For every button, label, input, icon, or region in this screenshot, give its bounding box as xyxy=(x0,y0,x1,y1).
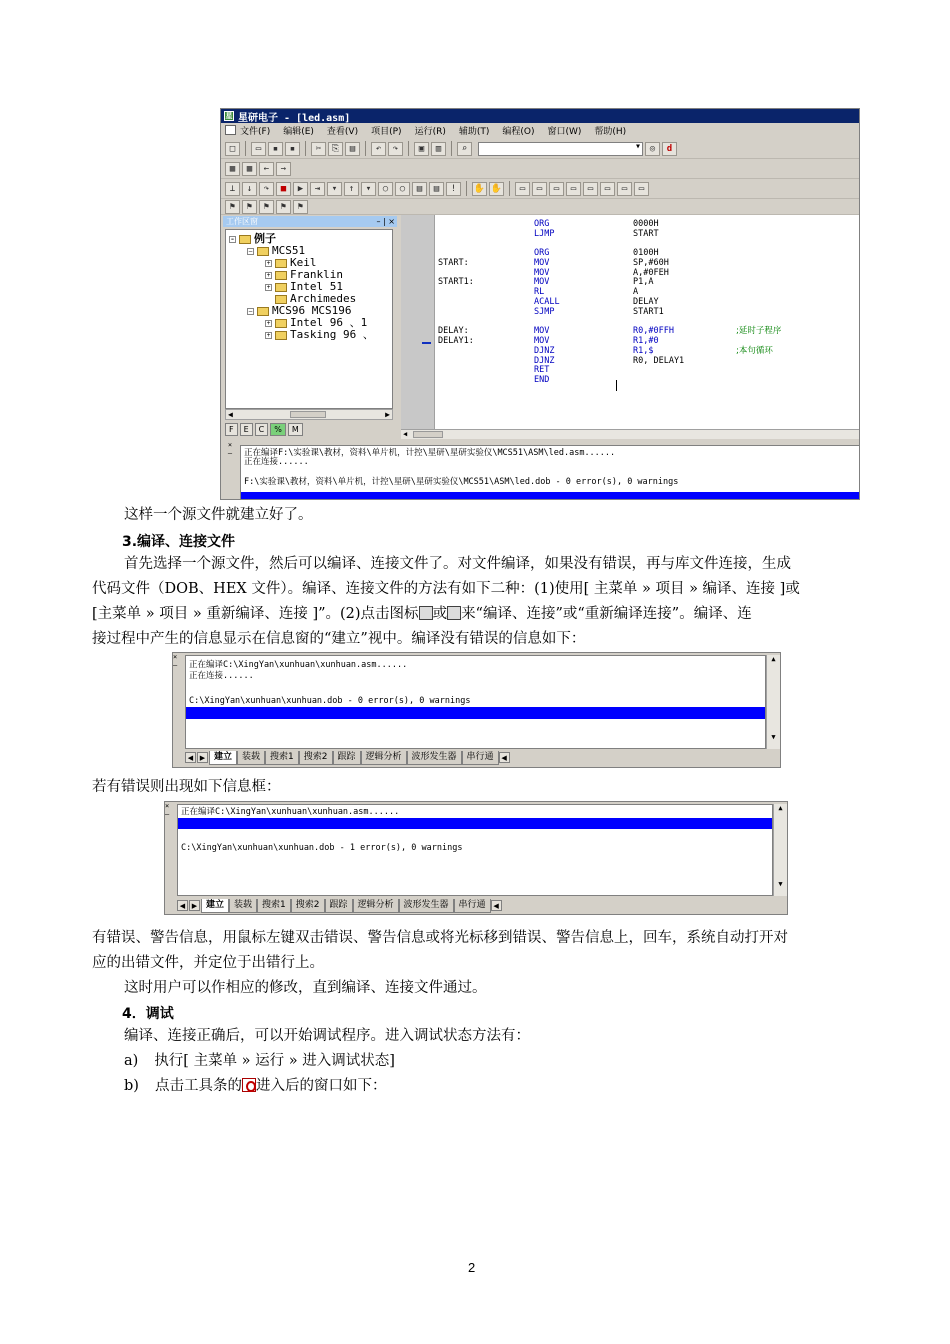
paragraph-error-handling-line2: 应的出错文件，并定位于出错行上。 xyxy=(92,955,324,971)
folder-icon xyxy=(275,331,287,340)
reset-icon[interactable]: ⊥ xyxy=(225,182,240,196)
tree-node-mcs96[interactable]: – MCS96 MCS196 xyxy=(248,304,352,317)
code-opcode: MOV xyxy=(534,326,550,336)
section-heading-debug: 4．调试 xyxy=(122,1006,174,1022)
output-line: 正在连接...... xyxy=(244,457,309,467)
tab-trace[interactable]: 跟踪 xyxy=(325,899,353,913)
code-operand: START1 xyxy=(633,307,664,317)
code-label: START: xyxy=(438,258,469,268)
build-line: 正在编译C:\XingYan\xunhuan\xunhuan.asm...... xyxy=(181,807,400,817)
toolbar-build xyxy=(221,159,859,179)
compile-icon xyxy=(419,606,433,620)
expand-icon[interactable]: + xyxy=(266,259,271,267)
code-opcode: END xyxy=(534,375,550,385)
code-operand: START xyxy=(633,229,659,239)
code-opcode: ACALL xyxy=(534,297,560,307)
code-opcode: ORG xyxy=(534,219,550,229)
view-window-icon[interactable]: ▭ xyxy=(634,182,649,196)
tree-node-intel51[interactable]: + Intel 51 xyxy=(266,280,343,293)
workspace-controls[interactable]: – | × xyxy=(376,217,395,226)
menu-help[interactable]: 帮助(H) xyxy=(594,126,627,137)
tab-waveform[interactable]: 波形发生器 xyxy=(407,751,462,765)
tree-node-root[interactable]: – 例子 xyxy=(231,232,276,245)
paragraph-compile-line3: [主菜单 » 项目 » 重新编译、连接 ]”。(2)点击图标 或 来“编译、连接”或“重新编译连接”。编译、连 xyxy=(92,606,752,622)
editor-horizontal-scrollbar[interactable]: ◀ xyxy=(401,429,860,439)
vertical-scrollbar[interactable]: ▲ ▼ xyxy=(766,655,780,749)
debug-icon xyxy=(242,1078,256,1092)
build-output-success-screenshot xyxy=(172,652,781,768)
tree-node-tasking96[interactable]: + Tasking 96 、 xyxy=(266,328,374,341)
folder-open-icon xyxy=(239,235,251,244)
code-opcode: MOV xyxy=(534,336,550,346)
code-opcode: ORG xyxy=(534,248,550,258)
collapse-icon[interactable]: – xyxy=(248,247,253,255)
folder-icon xyxy=(275,259,287,268)
document-icon xyxy=(225,125,236,135)
hand-stop-icon[interactable]: ✋ xyxy=(490,183,503,194)
paragraph-debug-intro: 编译、连接正确后，可以开始调试程序。进入调试状态方法有： xyxy=(124,1028,530,1044)
build-line: 正在编译C:\XingYan\xunhuan\xunhuan.asm...... xyxy=(189,660,408,670)
build-line: 正在连接...... xyxy=(189,671,254,681)
paragraph-compile-line2: 代码文件（DOB、HEX 文件）。编译、连接文件的方法有如下二种：(1)使用[ 主菜单 » 项目 » 编译、连接 ]或 xyxy=(92,581,800,597)
tab-load[interactable]: 装载 xyxy=(237,751,265,765)
code-opcode: MOV xyxy=(534,268,550,278)
code-operand: R1,$ xyxy=(633,346,654,356)
menu-program[interactable]: 编程(O) xyxy=(502,126,535,137)
output-line: F:\实验课\教材，资料\单片机，计控\星研\星研实验仪\MCS51\ASM\led.dob - 0 error(s), 0 warnings xyxy=(244,477,679,487)
window-title-bar[interactable] xyxy=(221,109,859,123)
output-window-controls[interactable]: × – xyxy=(227,441,233,457)
build-line: C:\XingYan\xunhuan\xunhuan.dob - 1 error(s), 0 warnings xyxy=(181,843,463,853)
tab-serial[interactable]: 串行通 xyxy=(454,899,491,913)
toolbar-standard xyxy=(221,139,859,159)
bookmark-clear-icon[interactable]: ⚑ xyxy=(276,200,291,214)
tab-scroll-left-icon[interactable]: ◀ xyxy=(177,900,188,911)
tab-scroll-left-icon[interactable]: ◀ xyxy=(491,900,502,911)
code-operand: 0100H xyxy=(633,248,659,258)
memory-icon[interactable]: ▤ xyxy=(412,182,427,196)
build-output-text[interactable] xyxy=(177,804,773,896)
paragraph-compile-line1: 首先选择一个源文件，然后可以编译、连接文件了。对文件编译，如果没有错误，再与库文件连接，生成 xyxy=(124,556,791,572)
tab-build[interactable]: 建立 xyxy=(201,899,229,913)
bookmark-list-icon[interactable]: ⚑ xyxy=(293,200,308,214)
find-in-files-icon[interactable]: ⌕ xyxy=(457,142,472,156)
breakpoint-clear-icon[interactable]: ○ xyxy=(395,182,410,196)
paste-icon[interactable]: ▤ xyxy=(345,142,360,156)
hand-icon[interactable]: ✋ xyxy=(473,183,486,194)
view-window-icon[interactable]: ▭ xyxy=(600,182,615,196)
find-combo[interactable] xyxy=(478,142,643,156)
breakpoint-icon[interactable]: ○ xyxy=(378,182,393,196)
code-opcode: SJMP xyxy=(534,307,555,317)
code-opcode: DJNZ xyxy=(534,356,555,366)
tab-scroll-left-icon[interactable]: ◀ xyxy=(185,752,196,763)
build-output-error-screenshot xyxy=(164,801,788,915)
app-icon: 星 xyxy=(225,112,233,120)
back-arrow-icon[interactable]: ← xyxy=(259,162,274,176)
toolbar-debug xyxy=(221,179,859,199)
code-label: DELAY1: xyxy=(438,336,474,346)
rebuild-icon xyxy=(447,606,461,620)
stop-icon[interactable]: ■ xyxy=(276,182,291,196)
build-line: C:\XingYan\xunhuan\xunhuan.dob - 0 error(s), 0 warnings xyxy=(189,696,471,706)
expand-icon[interactable]: + xyxy=(266,283,271,291)
selected-line-highlight xyxy=(186,707,765,719)
code-operand: 0000H xyxy=(633,219,659,229)
workspace-panel xyxy=(221,215,399,437)
code-opcode: MOV xyxy=(534,277,550,287)
save-all-icon[interactable]: ▪ xyxy=(285,142,300,156)
undo-icon[interactable]: ↶ xyxy=(371,142,386,156)
code-opcode: MOV xyxy=(534,258,550,268)
folder-icon xyxy=(275,295,287,304)
code-operand: R0,#0FFH xyxy=(633,326,674,336)
menu-bar xyxy=(221,123,859,137)
section-heading-compile: 3.编译、连接文件 xyxy=(122,534,236,550)
paragraph-source-created: 这样一个源文件就建立好了。 xyxy=(124,507,313,523)
code-operand: R1,#0 xyxy=(633,336,659,346)
code-comment: ;延时子程序 xyxy=(736,326,782,336)
copy-icon[interactable]: ⎘ xyxy=(328,142,343,156)
step-into-icon[interactable]: ↓ xyxy=(242,182,257,196)
output-text-area[interactable] xyxy=(240,445,860,500)
tab-build[interactable]: 建立 xyxy=(209,751,237,765)
page-number: 2 xyxy=(468,1260,476,1275)
tab-search2[interactable]: 搜索2 xyxy=(291,899,325,913)
code-opcode: RET xyxy=(534,365,550,375)
code-editor[interactable] xyxy=(401,215,860,429)
bookmark-prev-icon[interactable]: ⚑ xyxy=(259,200,274,214)
output-tabs xyxy=(177,898,503,913)
view-window-icon[interactable]: ▭ xyxy=(515,182,530,196)
register-icon[interactable]: ▤ xyxy=(429,182,444,196)
menu-tools[interactable]: 辅助(T) xyxy=(458,126,490,137)
ide-screenshot xyxy=(220,108,860,500)
folder-open-icon xyxy=(257,307,269,316)
panel-side-controls[interactable]: × – xyxy=(173,653,178,669)
code-label: DELAY: xyxy=(438,326,469,336)
menu-file[interactable]: 文件(F) xyxy=(240,126,271,137)
selected-line-highlight xyxy=(241,492,859,500)
expand-icon[interactable]: + xyxy=(266,319,271,327)
tree-node-intel96[interactable]: + Intel 96 、1 xyxy=(266,316,368,329)
tab-search1[interactable]: 搜索1 xyxy=(257,899,291,913)
code-opcode: LJMP xyxy=(534,229,555,239)
paragraph-modify: 这时用户可以作相应的修改，直到编译、连接文件通过。 xyxy=(124,980,487,996)
tab-search1[interactable]: 搜索1 xyxy=(265,751,299,765)
editor-gutter[interactable] xyxy=(401,215,435,429)
rebuild-icon[interactable]: ▦ xyxy=(242,162,257,176)
forward-arrow-icon[interactable]: → xyxy=(276,162,291,176)
code-comment: ;本句循环 xyxy=(736,346,773,356)
view-window-icon[interactable]: ▭ xyxy=(583,182,598,196)
vertical-scrollbar[interactable]: ▲ ▼ xyxy=(773,804,787,896)
code-operand: A,#0FEH xyxy=(633,268,669,278)
toolbar-bookmarks xyxy=(221,199,859,215)
current-line-marker xyxy=(422,342,431,344)
collapse-icon[interactable]: – xyxy=(248,307,253,315)
paragraph-error-box: 若有错误则出现如下信息框： xyxy=(92,779,281,795)
menu-project[interactable]: 项目(P) xyxy=(371,126,402,137)
cut-icon[interactable]: ✂ xyxy=(311,142,326,156)
code-operand: A xyxy=(633,287,639,297)
exclamation-icon[interactable]: ! xyxy=(446,182,461,196)
project-tree[interactable] xyxy=(225,229,393,409)
list-item-b: b) 点击工具条的 进入后的窗口如下： xyxy=(124,1078,387,1094)
code-opcode: DJNZ xyxy=(534,346,555,356)
menu-view[interactable]: 查看(V) xyxy=(326,126,359,137)
error-line-highlight[interactable] xyxy=(178,818,772,829)
view-window-icon[interactable]: ▭ xyxy=(617,182,632,196)
save-icon[interactable]: ▪ xyxy=(268,142,283,156)
dropdown-icon[interactable]: ▾ xyxy=(327,182,342,196)
tab-trace[interactable]: 跟踪 xyxy=(333,751,361,765)
output-window-icon[interactable]: ▥ xyxy=(431,142,446,156)
tab-logic-analysis[interactable]: 逻辑分析 xyxy=(361,751,407,765)
expand-icon[interactable]: + xyxy=(266,331,271,339)
tab-logic-analysis[interactable]: 逻辑分析 xyxy=(353,899,399,913)
step-over-icon[interactable]: ↷ xyxy=(259,182,274,196)
workspace-title-bar: 工作区窗 – | × xyxy=(223,216,397,227)
dropdown-icon[interactable]: ▾ xyxy=(361,182,376,196)
tab-class[interactable]: C xyxy=(255,423,269,436)
binoculars-icon[interactable]: ◎ xyxy=(645,142,660,156)
expand-icon[interactable]: + xyxy=(266,271,271,279)
paragraph-error-handling-line1: 有错误、警告信息，用鼠标左键双击错误、警告信息或将光标移到错误、警告信息上，回车，系统自动打开对 xyxy=(92,930,788,946)
tab-files[interactable]: F xyxy=(225,423,238,436)
folder-open-icon xyxy=(257,247,269,256)
tab-waveform[interactable]: 波形发生器 xyxy=(399,899,454,913)
folder-icon xyxy=(275,271,287,280)
run-to-cursor-icon[interactable]: ⇥ xyxy=(310,182,325,196)
view-window-icon[interactable]: ▭ xyxy=(566,182,581,196)
view-window-icon[interactable]: ▭ xyxy=(532,182,547,196)
tab-percent[interactable]: % xyxy=(270,423,286,436)
tab-load[interactable]: 装载 xyxy=(229,899,257,913)
menu-run[interactable]: 运行(R) xyxy=(414,126,446,137)
window-icon[interactable]: ▣ xyxy=(414,142,429,156)
tree-node-keil[interactable]: + Keil xyxy=(266,256,317,269)
workspace-tabs xyxy=(225,423,303,436)
code-operand: SP,#60H xyxy=(633,258,669,268)
code-label: START1: xyxy=(438,277,474,287)
tab-scroll-right-icon[interactable]: ▶ xyxy=(197,752,208,763)
output-line: 正在编译F:\实验课\教材，资料\单片机，计控\星研\星研实验仪\MCS51\ASM\led.asm...... xyxy=(244,448,616,458)
code-operand: R0, DELAY1 xyxy=(633,356,685,366)
tab-memory[interactable]: M xyxy=(288,423,303,436)
paragraph-compile-line4: 接过程中产生的信息显示在信息窗的“建立”视中。编译没有错误的信息如下： xyxy=(92,631,586,647)
menu-edit[interactable]: 编辑(E) xyxy=(283,126,314,137)
new-file-icon[interactable]: □ xyxy=(225,142,240,156)
text-caret xyxy=(616,380,617,391)
tree-horizontal-scrollbar[interactable]: ◀ ▶ xyxy=(225,409,393,420)
tab-editor[interactable]: E xyxy=(240,423,253,436)
run-icon[interactable]: ▶ xyxy=(293,182,308,196)
debug-icon[interactable]: d xyxy=(662,142,677,156)
redo-icon[interactable]: ↷ xyxy=(388,142,403,156)
folder-icon xyxy=(275,283,287,292)
code-operand: P1,A xyxy=(633,277,654,287)
tree-node-franklin[interactable]: + Franklin xyxy=(266,268,343,281)
collapse-icon[interactable]: – xyxy=(231,235,234,243)
output-window xyxy=(221,441,860,500)
window-title: 星研电子 - [led.asm] xyxy=(238,112,351,124)
menu-window[interactable]: 窗口(W) xyxy=(547,126,582,137)
open-folder-icon[interactable]: ▭ xyxy=(251,142,266,156)
view-window-icon[interactable]: ▭ xyxy=(549,182,564,196)
tree-node-archimedes[interactable]: Archimedes xyxy=(275,293,356,305)
tab-scroll-left-icon[interactable]: ◀ xyxy=(499,752,510,763)
step-out-icon[interactable]: ↑ xyxy=(344,182,359,196)
compile-icon[interactable]: ▦ xyxy=(225,162,240,176)
list-item-a: a) 执行[ 主菜单 » 运行 » 进入调试状态] xyxy=(124,1053,395,1069)
tab-scroll-right-icon[interactable]: ▶ xyxy=(189,900,200,911)
code-operand: DELAY xyxy=(633,297,659,307)
bookmark-next-icon[interactable]: ⚑ xyxy=(242,200,257,214)
panel-side-controls[interactable]: × – xyxy=(165,802,170,818)
tab-serial[interactable]: 串行通 xyxy=(462,751,499,765)
tree-node-mcs51[interactable]: – MCS51 xyxy=(248,244,306,257)
output-tabs xyxy=(185,750,511,765)
folder-icon xyxy=(275,319,287,328)
tab-search2[interactable]: 搜索2 xyxy=(299,751,333,765)
bookmark-toggle-icon[interactable]: ⚑ xyxy=(225,200,240,214)
build-output-text[interactable] xyxy=(185,655,766,749)
code-opcode: RL xyxy=(534,287,545,297)
